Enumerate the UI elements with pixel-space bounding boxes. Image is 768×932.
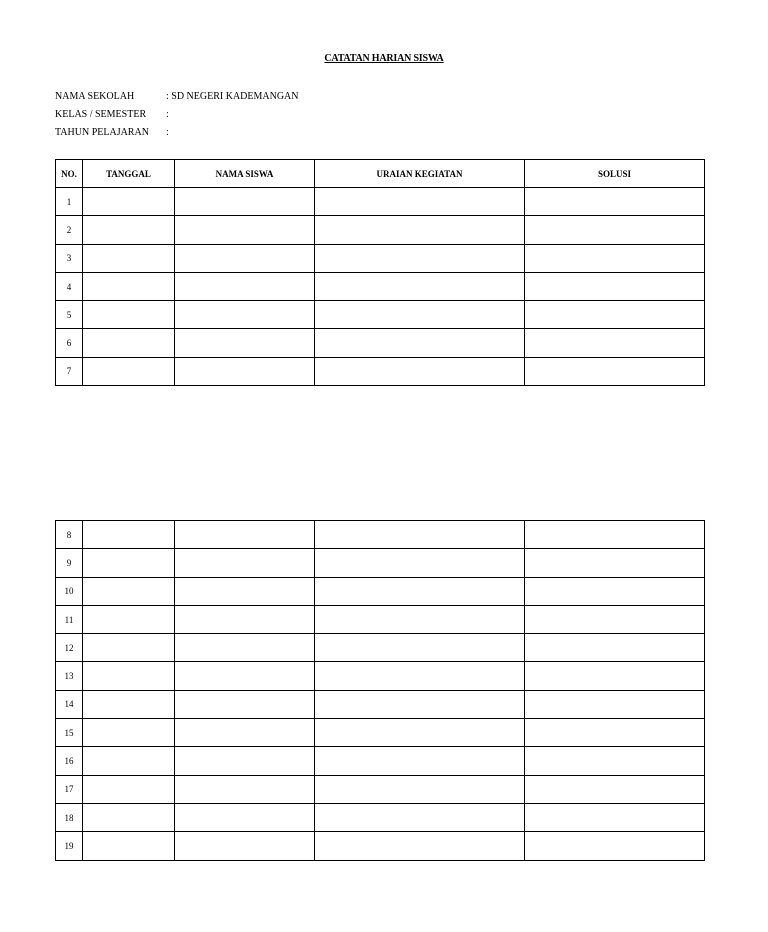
info-row-year bbox=[55, 123, 299, 141]
cell-tanggal bbox=[83, 188, 175, 216]
cell-uraian-kegiatan bbox=[315, 549, 525, 577]
cell-solusi bbox=[525, 690, 705, 718]
cell-uraian-kegiatan bbox=[315, 521, 525, 549]
cell-tanggal bbox=[83, 301, 175, 329]
cell-solusi bbox=[525, 775, 705, 803]
cell-uraian-kegiatan bbox=[315, 244, 525, 272]
cell-uraian-kegiatan bbox=[315, 357, 525, 385]
table-row bbox=[56, 577, 705, 605]
cell-tanggal bbox=[83, 605, 175, 633]
row-number: 1 bbox=[56, 188, 83, 216]
cell-nama-siswa bbox=[175, 216, 315, 244]
table-row bbox=[56, 662, 705, 690]
cell-nama-siswa bbox=[175, 690, 315, 718]
table-row bbox=[56, 188, 705, 216]
cell-tanggal bbox=[83, 216, 175, 244]
cell-uraian-kegiatan bbox=[315, 832, 525, 860]
cell-tanggal bbox=[83, 329, 175, 357]
cell-tanggal bbox=[83, 662, 175, 690]
cell-nama-siswa bbox=[175, 775, 315, 803]
cell-tanggal bbox=[83, 690, 175, 718]
row-number: 8 bbox=[56, 521, 83, 549]
cell-tanggal bbox=[83, 803, 175, 831]
cell-tanggal bbox=[83, 577, 175, 605]
table-row bbox=[56, 803, 705, 831]
cell-uraian-kegiatan bbox=[315, 747, 525, 775]
document-title: CATATAN HARIAN SISWA bbox=[324, 53, 444, 64]
cell-tanggal bbox=[83, 272, 175, 300]
cell-solusi bbox=[525, 747, 705, 775]
row-number: 9 bbox=[56, 549, 83, 577]
cell-nama-siswa bbox=[175, 188, 315, 216]
table-row bbox=[56, 775, 705, 803]
cell-nama-siswa bbox=[175, 357, 315, 385]
cell-tanggal bbox=[83, 521, 175, 549]
cell-uraian-kegiatan bbox=[315, 216, 525, 244]
row-number: 3 bbox=[56, 244, 83, 272]
table-row bbox=[56, 357, 705, 385]
cell-uraian-kegiatan bbox=[315, 272, 525, 300]
info-label: NAMA SEKOLAH bbox=[55, 90, 135, 102]
cell-uraian-kegiatan bbox=[315, 775, 525, 803]
cell-uraian-kegiatan bbox=[315, 577, 525, 605]
cell-uraian-kegiatan bbox=[315, 634, 525, 662]
cell-nama-siswa bbox=[175, 244, 315, 272]
info-row-class bbox=[55, 105, 299, 123]
row-number: 19 bbox=[56, 832, 83, 860]
cell-solusi bbox=[525, 301, 705, 329]
cell-solusi bbox=[525, 357, 705, 385]
cell-solusi bbox=[525, 216, 705, 244]
table-row bbox=[56, 832, 705, 860]
cell-solusi bbox=[525, 521, 705, 549]
row-number: 14 bbox=[56, 690, 83, 718]
info-label: TAHUN PELAJARAN bbox=[55, 126, 149, 138]
cell-uraian-kegiatan bbox=[315, 803, 525, 831]
cell-nama-siswa bbox=[175, 301, 315, 329]
table-header-row bbox=[56, 160, 705, 188]
row-number: 6 bbox=[56, 329, 83, 357]
cell-nama-siswa bbox=[175, 719, 315, 747]
table-row bbox=[56, 634, 705, 662]
cell-solusi bbox=[525, 605, 705, 633]
cell-tanggal bbox=[83, 549, 175, 577]
table-row bbox=[56, 549, 705, 577]
info-value: : bbox=[166, 108, 169, 120]
table-row bbox=[56, 690, 705, 718]
table-row bbox=[56, 605, 705, 633]
header-no: NO. bbox=[56, 160, 83, 188]
cell-tanggal bbox=[83, 775, 175, 803]
table-row bbox=[56, 244, 705, 272]
journal-table-part-1 bbox=[55, 159, 705, 386]
cell-uraian-kegiatan bbox=[315, 605, 525, 633]
cell-uraian-kegiatan bbox=[315, 188, 525, 216]
cell-nama-siswa bbox=[175, 634, 315, 662]
row-number: 5 bbox=[56, 301, 83, 329]
cell-nama-siswa bbox=[175, 549, 315, 577]
cell-tanggal bbox=[83, 634, 175, 662]
cell-uraian-kegiatan bbox=[315, 690, 525, 718]
info-value: : bbox=[166, 126, 169, 138]
row-number: 10 bbox=[56, 577, 83, 605]
cell-nama-siswa bbox=[175, 521, 315, 549]
row-number: 18 bbox=[56, 803, 83, 831]
row-number: 13 bbox=[56, 662, 83, 690]
cell-tanggal bbox=[83, 357, 175, 385]
table-row bbox=[56, 216, 705, 244]
cell-solusi bbox=[525, 244, 705, 272]
info-label: KELAS / SEMESTER bbox=[55, 108, 147, 120]
row-number: 17 bbox=[56, 775, 83, 803]
cell-tanggal bbox=[83, 244, 175, 272]
cell-uraian-kegiatan bbox=[315, 301, 525, 329]
cell-nama-siswa bbox=[175, 832, 315, 860]
table-row bbox=[56, 272, 705, 300]
cell-nama-siswa bbox=[175, 747, 315, 775]
header-uraian-kegiatan: URAIAN KEGIATAN bbox=[315, 160, 525, 188]
cell-solusi bbox=[525, 549, 705, 577]
table-row bbox=[56, 521, 705, 549]
table-row bbox=[56, 329, 705, 357]
cell-solusi bbox=[525, 803, 705, 831]
row-number: 2 bbox=[56, 216, 83, 244]
school-info bbox=[55, 87, 299, 141]
cell-solusi bbox=[525, 719, 705, 747]
info-row-school bbox=[55, 87, 299, 105]
row-number: 11 bbox=[56, 605, 83, 633]
cell-solusi bbox=[525, 662, 705, 690]
journal-table-part-2 bbox=[55, 520, 705, 861]
cell-nama-siswa bbox=[175, 577, 315, 605]
cell-nama-siswa bbox=[175, 803, 315, 831]
cell-solusi bbox=[525, 272, 705, 300]
cell-tanggal bbox=[83, 832, 175, 860]
cell-uraian-kegiatan bbox=[315, 662, 525, 690]
cell-uraian-kegiatan bbox=[315, 329, 525, 357]
cell-nama-siswa bbox=[175, 329, 315, 357]
header-tanggal: TANGGAL bbox=[83, 160, 175, 188]
cell-uraian-kegiatan bbox=[315, 719, 525, 747]
table-row bbox=[56, 301, 705, 329]
header-nama-siswa: NAMA SISWA bbox=[175, 160, 315, 188]
cell-nama-siswa bbox=[175, 605, 315, 633]
table-row bbox=[56, 719, 705, 747]
cell-solusi bbox=[525, 832, 705, 860]
cell-nama-siswa bbox=[175, 662, 315, 690]
cell-tanggal bbox=[83, 747, 175, 775]
info-value: : SD NEGERI KADEMANGAN bbox=[166, 90, 299, 102]
header-solusi: SOLUSI bbox=[525, 160, 705, 188]
cell-solusi bbox=[525, 577, 705, 605]
cell-nama-siswa bbox=[175, 272, 315, 300]
cell-solusi bbox=[525, 188, 705, 216]
row-number: 4 bbox=[56, 272, 83, 300]
cell-tanggal bbox=[83, 719, 175, 747]
row-number: 15 bbox=[56, 719, 83, 747]
table-row bbox=[56, 747, 705, 775]
cell-solusi bbox=[525, 329, 705, 357]
row-number: 7 bbox=[56, 357, 83, 385]
cell-solusi bbox=[525, 634, 705, 662]
row-number: 16 bbox=[56, 747, 83, 775]
row-number: 12 bbox=[56, 634, 83, 662]
